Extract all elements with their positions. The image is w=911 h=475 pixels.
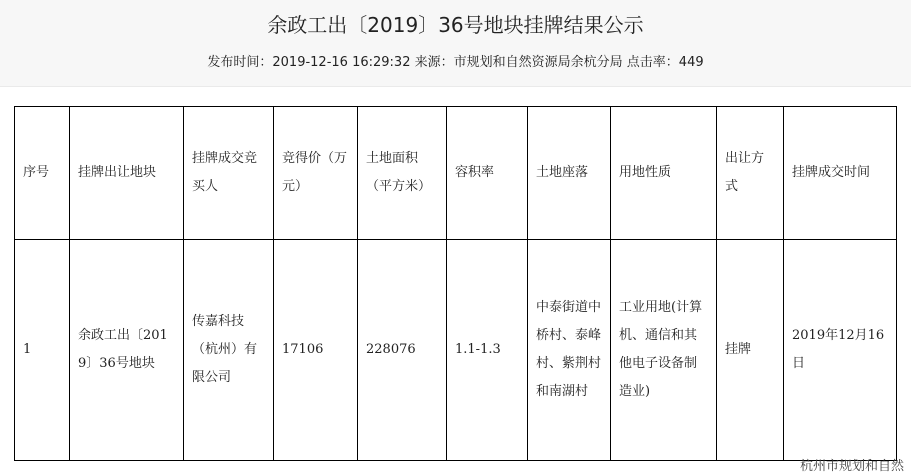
cell-plot-ratio: 1.1-1.3 xyxy=(447,240,528,461)
cell-buyer: 传嘉科技（杭州）有限公司 xyxy=(184,240,274,461)
header-cell-index: 序号 xyxy=(15,107,70,240)
cell-location: 中泰街道中桥村、泰峰村、紫荆村和南湖村 xyxy=(528,240,611,461)
cell-price: 17106 xyxy=(274,240,358,461)
header-cell-deal-date: 挂牌成交时间 xyxy=(784,107,897,240)
click-count-label: 点击率： xyxy=(626,55,679,70)
cell-transfer-method: 挂牌 xyxy=(717,240,784,461)
source-label: 来源： xyxy=(414,55,454,70)
header-cell-transfer-method: 出让方式 xyxy=(717,107,784,240)
cell-land-use: 工业用地(计算机、通信和其他电子设备制造业) xyxy=(611,240,717,461)
cell-area: 228076 xyxy=(358,240,447,461)
source: 市规划和自然资源局余杭分局 xyxy=(453,55,623,70)
table-row xyxy=(15,240,897,461)
header-cell-price: 竞得价（万元） xyxy=(274,107,358,240)
page-title: 余政工出〔2019〕36号地块挂牌结果公示 xyxy=(267,13,644,37)
footer-signature: 杭州市规划和自然 xyxy=(800,459,905,474)
header-cell-buyer: 挂牌成交竞买人 xyxy=(184,107,274,240)
header-cell-land-use: 用地性质 xyxy=(611,107,717,240)
publish-time-label: 发布时间： xyxy=(207,55,273,70)
auction-result-table xyxy=(14,106,897,461)
click-count: 449 xyxy=(678,55,704,70)
header-cell-location: 土地座落 xyxy=(528,107,611,240)
cell-index: 1 xyxy=(15,240,70,461)
cell-deal-date: 2019年12月16日 xyxy=(784,240,897,461)
header-cell-parcel: 挂牌出让地块 xyxy=(70,107,184,240)
article-meta xyxy=(0,54,911,72)
header-cell-plot-ratio: 容积率 xyxy=(447,107,528,240)
cell-parcel: 余政工出〔2019〕36号地块 xyxy=(70,240,184,461)
publish-time: 2019-12-16 16:29:32 xyxy=(272,55,411,70)
table-header-row xyxy=(15,107,897,240)
header-cell-area: 土地面积（平方米） xyxy=(358,107,447,240)
page-header xyxy=(0,0,911,87)
